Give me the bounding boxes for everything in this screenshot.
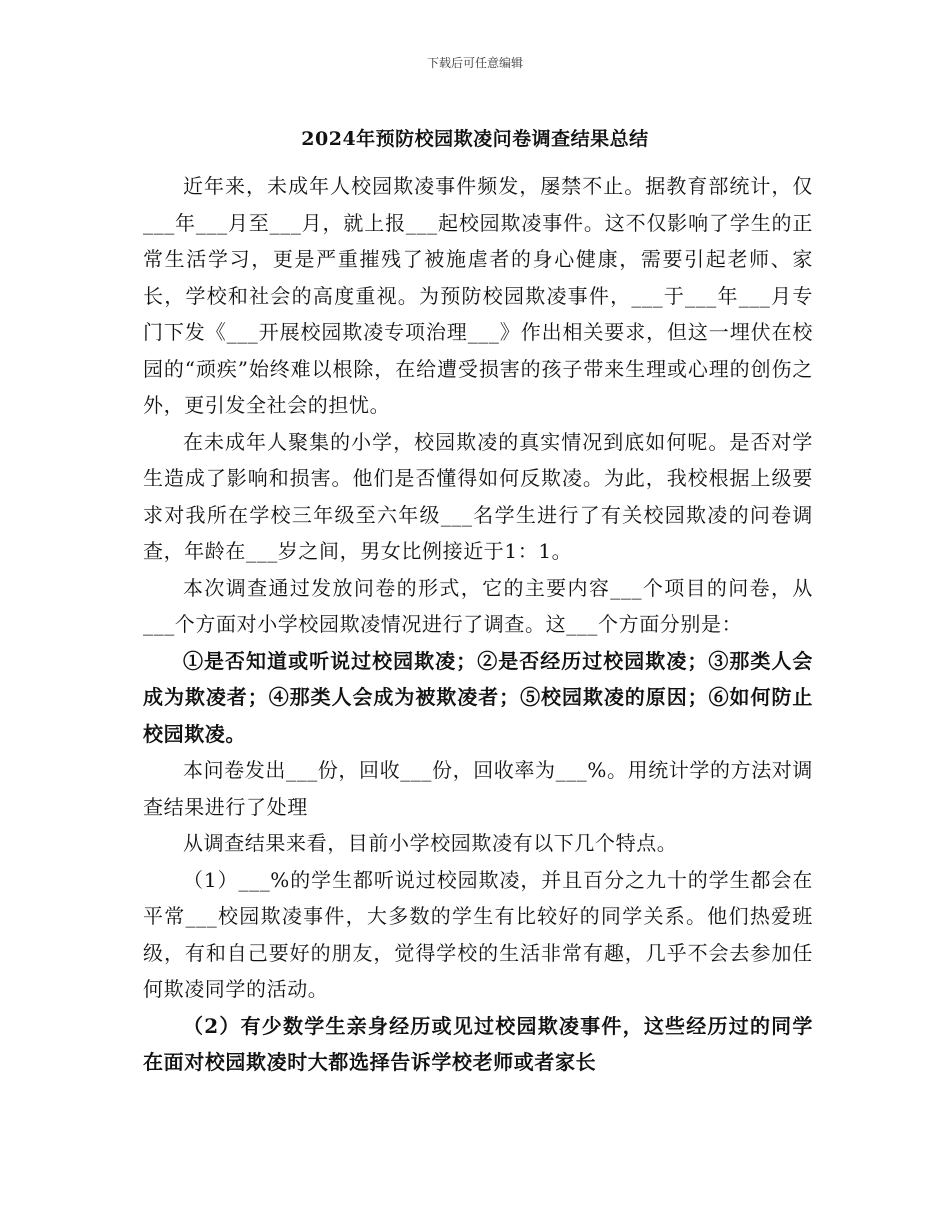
paragraph-finding-2: （2）有少数学生亲身经历或见过校园欺凌事件，这些经历过的同学在面对校园欺凌时大都选择告诉学校老师或者家长	[143, 1013, 813, 1074]
document-title: 2024年预防校园欺凌问卷调查结果总结	[301, 128, 649, 150]
document-body	[143, 168, 813, 1081]
paragraph-survey-method: 本次调查通过发放问卷的形式，它的主要内容___个项目的问卷，从___个方面对小学校园欺凌情况进行了调查。这___个方面分别是：	[143, 575, 813, 636]
paragraph-finding-1: （1）___%的学生都听说过校园欺凌，并且百分之九十的学生都会在平常___校园欺凌事件，大多数的学生有比较好的同学关系。他们热爱班级，有和自己要好的朋友，觉得学校的生活非常有趣，几乎不会去参加任何欺凌同学的活动。	[143, 867, 813, 1001]
header-note: 下载后可任意编辑	[426, 56, 523, 70]
paragraph-intro: 近年来，未成年人校园欺凌事件频发，屡禁不止。据教育部统计，仅___年___月至___月，就上报___起校园欺凌事件。这不仅影响了学生的正常生活学习，更是严重摧残了被施虐者的身心健康，需要引起老师、家长，学校和社会的高度重视。为预防校园欺凌事件，___于___年___月专门下发《___开展校园欺凌专项治理___》作出相关要求，但这一埋伏在校园的“顽疾”始终难以根除，在给遭受损害的孩子带来生理或心理的创伤之外，更引发全社会的担忧。	[143, 174, 813, 417]
paragraph-survey-aspects: ①是否知道或听说过校园欺凌；②是否经历过校园欺凌；③那类人会成为欺凌者；④那类人会成为被欺凌者；⑤校园欺凌的原因；⑥如何防止校园欺凌。	[143, 648, 813, 746]
paragraph-response-rate: 本问卷发出___份，回收___份，回收率为___%。用统计学的方法对调查结果进行了处理	[143, 758, 814, 819]
paragraph-survey-purpose: 在未成年人聚集的小学，校园欺凌的真实情况到底如何呢。是否对学生造成了影响和损害。他们是否懂得如何反欺凌。为此，我校根据上级要求对我所在学校三年级至六年级___名学生进行了有关校园欺凌的问卷调查，年龄在___岁之间，男女比例接近于1：1。	[143, 429, 813, 563]
paragraph-findings-intro: 从调查结果来看，目前小学校园欺凌有以下几个特点。	[183, 831, 678, 855]
